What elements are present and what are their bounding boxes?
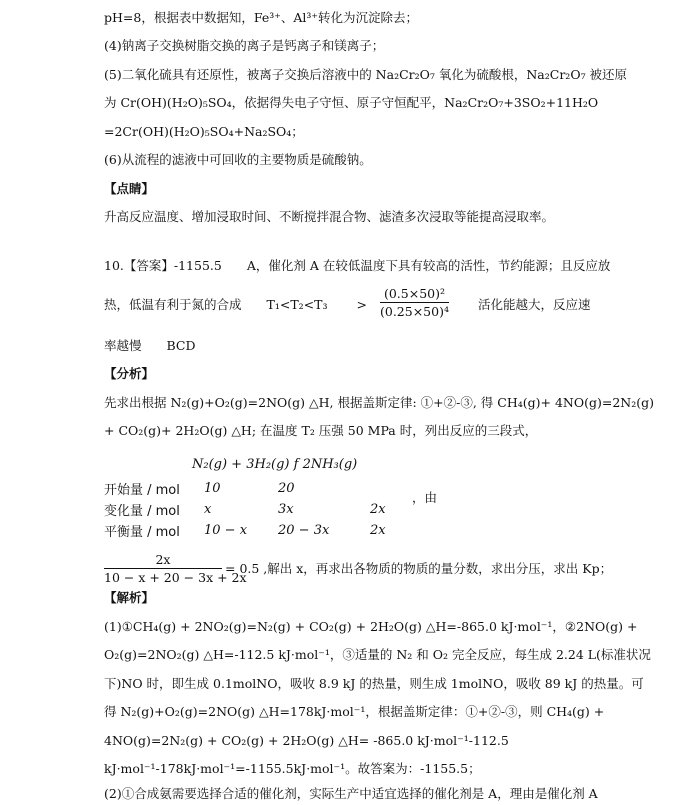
answer-line: 热，低温有利于氮的合成 T₁<T₂<T₃ >	[104, 297, 367, 312]
stage-label: 平衡量 / mol	[104, 525, 180, 540]
mole-fraction	[104, 552, 247, 585]
fraction-denominator: (0.25×50)⁴	[380, 304, 449, 319]
section-heading-fenxi: 【分析】	[104, 366, 155, 381]
stage-row	[104, 478, 410, 499]
answer-line: 活化能越大，反应速	[478, 297, 591, 312]
text-line: 先求出根据 N₂(g)+O₂(g)=2NO(g) △H, 根据盖斯定律: ①+②-③, 得 CH₄(g)+ 4NO(g)=2N₂(g)	[104, 395, 654, 410]
text-line: + CO₂(g)+ 2H₂O(g) △H; 在温度 T₂ 压强 50 MPa 时，列出反应的三段式，	[104, 423, 538, 438]
text-line: (1)①CH₄(g) + 2NO₂(g)=N₂(g) + CO₂(g) + 2H₂O(g) △H=-865.0 kJ·mol⁻¹，②2NO(g) +	[104, 619, 638, 634]
text-line: (6)从流程的滤液中可回收的主要物质是硫酸钠。	[104, 152, 372, 167]
text-line: 升高反应温度、增加浸取时间、不断搅拌混合物、滤渣多次浸取等能提高浸取率。	[104, 209, 555, 224]
reaction-equation: N₂(g) + 3H₂(g) f 2NH₃(g)	[192, 457, 358, 472]
stage-row	[104, 520, 410, 541]
three-stage-table	[104, 478, 410, 541]
text-line: pH=8，根据表中数据知，Fe³⁺、Al³⁺转化为沉淀除去；	[104, 10, 418, 25]
answer-line: 率越慢 BCD	[104, 338, 196, 353]
text-line: = 0.5 ,解出 x，再求出各物质的物质的量分数，求出分压，求出 Kp；	[225, 561, 613, 576]
text-line: (5)二氧化硫具有还原性，被离子交换后溶液中的 Na₂Cr₂O₇ 氧化为硫酸根，Na₂Cr₂O₇ 被还原	[104, 67, 628, 82]
stage-value	[370, 478, 410, 499]
stage-value: 10 − x	[204, 523, 248, 538]
stage-row	[104, 499, 410, 520]
text-line: O₂(g)=2NO₂(g) △H=-112.5 kJ·mol⁻¹，③适量的 N₂ 和 O₂ 完全反应，每生成 2.24 L(标准状况	[104, 647, 651, 662]
stage-value: 20 − 3x	[278, 523, 330, 538]
text-line: 为 Cr(OH)(H₂O)₅SO₄，依据得失电子守恒、原子守恒配平，Na₂Cr₂O₇+3SO₂+11H₂O	[104, 95, 599, 110]
stage-value: 2x	[370, 523, 386, 538]
section-heading-dianjing: 【点睛】	[104, 181, 155, 196]
text-line: 下)NO 时，即生成 0.1molNO，吸收 8.9 kJ 的热量，则生成 1molNO，吸收 89 kJ 的热量。可	[104, 676, 644, 691]
stage-value: 20	[278, 481, 295, 496]
stage-label: 开始量 / mol	[104, 483, 180, 498]
text-line: =2Cr(OH)(H₂O)₅SO₄+Na₂SO₄；	[104, 124, 304, 139]
text-line: 得 N₂(g)+O₂(g)=2NO(g) △H=178kJ·mol⁻¹，根据盖斯定律：①+②-③，则 CH₄(g) +	[104, 704, 605, 719]
stage-value: 2x	[370, 502, 386, 517]
text-line: (4)钠离子交换树脂交换的离子是钙离子和镁离子；	[104, 38, 385, 53]
stage-value: 10	[204, 481, 221, 496]
stage-label: 变化量 / mol	[104, 504, 180, 519]
stage-value: x	[204, 502, 212, 517]
fraction-numerator: 2x	[155, 552, 171, 567]
text-line: (2)①合成氨需要选择合适的催化剂，实际生产中适宜选择的催化剂是 A，理由是催化剂 A	[104, 786, 598, 801]
stage-value: 3x	[278, 502, 294, 517]
text-fragment: ，由	[412, 490, 438, 505]
answer-line: 10.【答案】-1155.5 A，催化剂 A 在较低温度下具有较高的活性，节约能源；且反应放	[104, 258, 611, 273]
text-line: kJ·mol⁻¹-178kJ·mol⁻¹=-1155.5kJ·mol⁻¹。故答案为：-1155.5；	[104, 761, 481, 776]
section-heading-jiexi: 【解析】	[104, 590, 155, 605]
fraction-denominator: 10 − x + 20 − 3x + 2x	[104, 570, 247, 585]
kp-fraction	[380, 286, 449, 319]
text-line: 4NO(g)=2N₂(g) + CO₂(g) + 2H₂O(g) △H= -865.0 kJ·mol⁻¹-112.5	[104, 733, 509, 748]
fraction-numerator: (0.5×50)²	[383, 286, 445, 301]
